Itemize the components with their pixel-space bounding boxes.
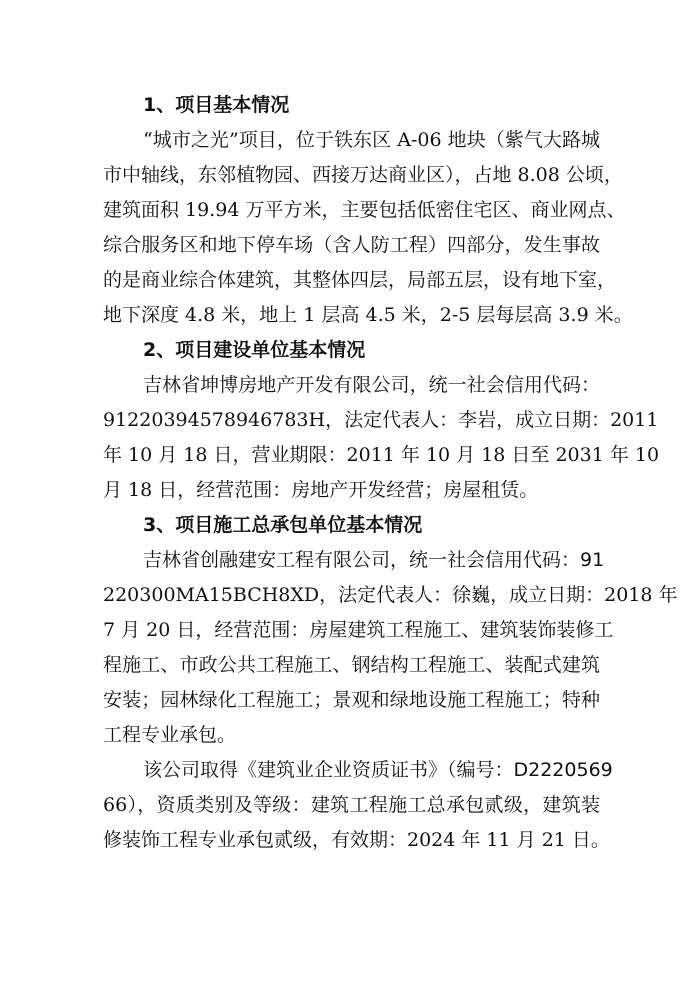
text-line: 7 月 20 日，经营范围：房屋建筑工程施工、建筑装饰装修工 [103, 619, 614, 641]
section-heading-construction-unit: 2、项目建设单位基本情况 [143, 339, 366, 361]
text-line: 220300MA15BCH8XD，法定代表人：徐巍，成立日期：2018 年 [103, 584, 678, 606]
paragraph-general-contractor [103, 543, 678, 753]
text-line: 工程专业承包。 [103, 724, 237, 746]
section-heading-general-contractor: 3、项目施工总承包单位基本情况 [143, 514, 423, 536]
text-line: 66），资质类别及等级：建筑工程施工总承包贰级，建筑装 [103, 794, 600, 816]
text-line: 吉林省坤博房地产开发有限公司，统一社会信用代码： [143, 374, 600, 396]
text-line: 吉林省创融建安工程有限公司，统一社会信用代码：91 [143, 549, 605, 571]
text-line: 地下深度 4.8 米，地上 1 层高 4.5 米，2-5 层每层高 3.9 米。 [103, 304, 633, 326]
text-line: 程施工、市政公共工程施工、钢结构工程施工、装配式建筑 [103, 654, 600, 676]
document-body [103, 88, 678, 858]
text-line: 的是商业综合体建筑，其整体四层，局部五层，设有地下室， [103, 269, 617, 291]
text-line: “城市之光”项目，位于铁东区 A-06 地块（紫气大路城 [143, 129, 600, 151]
text-line: 月 18 日，经营范围：房地产开发经营；房屋租赁。 [103, 479, 539, 501]
text-line: 91220394578946783H，法定代表人：李岩，成立日期：2011 [103, 409, 659, 431]
text-line: 建筑面积 19.94 万平方米，主要包括低密住宅区、商业网点、 [103, 199, 626, 221]
text-line: 综合服务区和地下停车场（含人防工程）四部分，发生事故 [103, 234, 600, 256]
paragraph-qualification-certificate [103, 753, 613, 858]
text-line: 修装饰工程专业承包贰级，有效期：2024 年 11 月 21 日。 [103, 829, 610, 851]
text-line: 市中轴线，东邻植物园、西接万达商业区），占地 8.08 公顷， [103, 164, 623, 186]
text-line: 年 10 月 18 日，营业期限：2011 年 10 月 18 日至 2031 年 10 [103, 444, 660, 466]
paragraph-construction-unit [103, 368, 660, 508]
text-line: 该公司取得《建筑业企业资质证书》（编号：D2220569 [143, 759, 613, 781]
section-heading-project-basic-info: 1、项目基本情况 [143, 94, 290, 116]
text-line: 安装；园林绿化工程施工；景观和绿地设施工程施工；特种 [103, 689, 600, 711]
paragraph-project-description [103, 123, 633, 333]
